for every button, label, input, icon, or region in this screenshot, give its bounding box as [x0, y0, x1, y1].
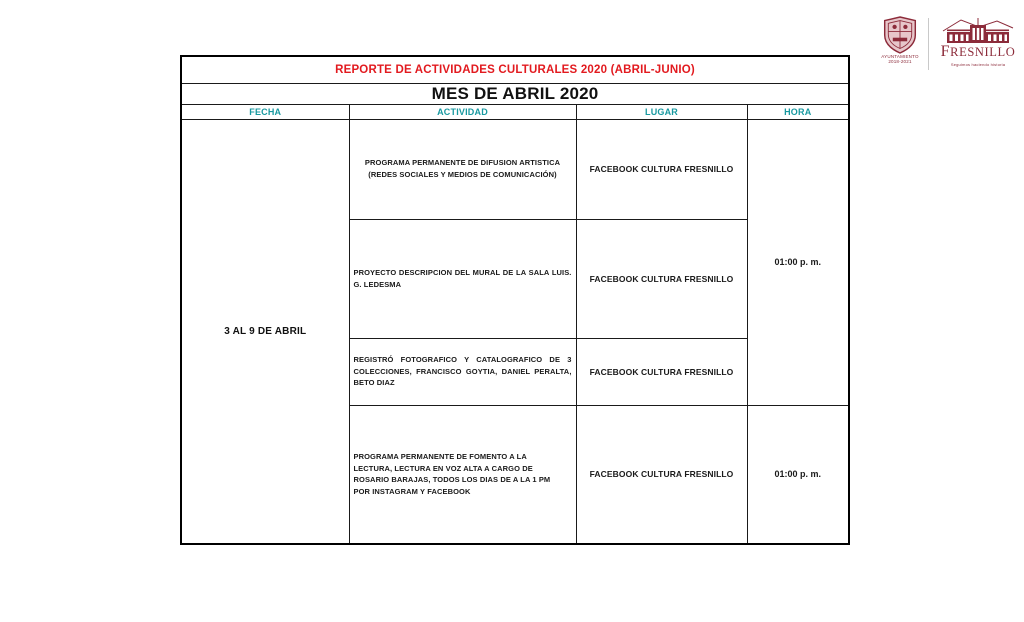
- crest-caption-line1: AYUNTAMIENTO: [881, 54, 919, 59]
- crest-shield-icon: [878, 16, 922, 54]
- hour-cell: 01:00 p. m.: [747, 405, 849, 544]
- fresnillo-wordmark: FRESNILLO: [940, 43, 1016, 60]
- month-title: MES DE ABRIL 2020: [181, 83, 849, 104]
- activity-cell: PROYECTO DESCRIPCION DEL MURAL DE LA SALA LUIS. G. LEDESMA: [349, 219, 576, 338]
- hour-cell: 01:00 p. m.: [747, 119, 849, 405]
- column-header-lugar: LUGAR: [576, 104, 747, 119]
- table-row: [181, 119, 849, 219]
- place-cell: FACEBOOK CULTURA FRESNILLO: [576, 338, 747, 405]
- column-header-hora: HORA: [747, 104, 849, 119]
- column-header-actividad: ACTIVIDAD: [349, 104, 576, 119]
- activity-cell: PROGRAMA PERMANENTE DE DIFUSION ARTISTICA (REDES SOCIALES Y MEDIOS DE COMUNICACIÓN): [349, 119, 576, 219]
- activity-cell: PROGRAMA PERMANENTE DE FOMENTO A LA LECTURA, LECTURA EN VOZ ALTA A CARGO DE ROSARIO BARAJAS, TODOS LOS DIAS DE A LA 1 PM POR INSTAGRAM Y FACEBOOK: [349, 405, 576, 544]
- date-range-cell: 3 AL 9 DE ABRIL: [181, 119, 349, 544]
- place-cell: FACEBOOK CULTURA FRESNILLO: [576, 405, 747, 544]
- column-header-fecha: FECHA: [181, 104, 349, 119]
- place-cell: FACEBOOK CULTURA FRESNILLO: [576, 219, 747, 338]
- place-cell: FACEBOOK CULTURA FRESNILLO: [576, 119, 747, 219]
- fresnillo-logo: [936, 16, 1020, 67]
- crest-caption-line2: 2018-2021: [888, 59, 912, 65]
- activity-cell: REGISTRÓ FOTOGRAFICO Y CATALOGRAFICO DE 3 COLECCIONES, FRANCISCO GOYTIA, DANIEL PERALTA, BETO DIAZ: [349, 338, 576, 405]
- activities-table: [180, 55, 850, 545]
- fresnillo-building-icon: [936, 16, 1020, 44]
- logo-divider: [928, 18, 929, 70]
- header-logos: [872, 12, 1020, 74]
- fresnillo-tagline: Seguimos haciendo historia: [950, 61, 1006, 67]
- municipal-crest: [878, 16, 922, 65]
- report-title: REPORTE DE ACTIVIDADES CULTURALES 2020 (ABRIL-JUNIO): [181, 56, 849, 83]
